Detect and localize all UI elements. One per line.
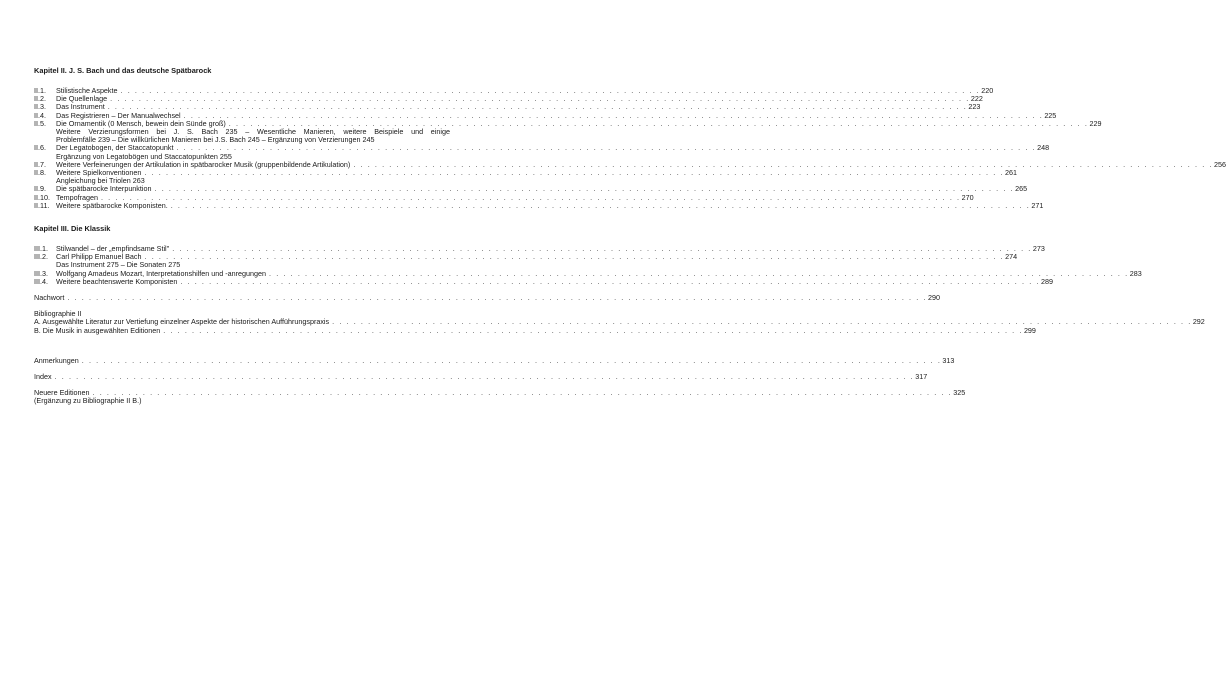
leader-dots: . . . . . . . . . . . . . . . . . . . . . . . . . . . . . . . . . . . . . . . . . . . . . . . . . . . . . . . . . . . . . . . . . . . . . . . . . . . . . . . . . . . . . . . . . . . . . . . . . . . . . . . . . . . . . . . . . . . . . . . . [332, 317, 1192, 327]
entry-title: Die Quellenlage [56, 94, 108, 104]
toc-entry-index[interactable] [34, 372, 928, 382]
leader-dots: . . . . . . . . . . . . . . . . . . . . . . . . . . . . . . . . . . . . . . . . . . . . . . . . . . . . . . . . . . . . . . . . . . . . . . . . . . . . . . . . . . . . . . . . . . . . . . . . . . . . . . . . . . . . . . . . . . . . . . . . [144, 168, 1005, 178]
leader-dots: . . . . . . . . . . . . . . . . . . . . . . . . . . . . . . . . . . . . . . . . . . . . . . . . . . . . . . . . . . . . . . . . . . . . . . . . . . . . . . . . . . . . . . . . . . . . . . . . . . . . . . . . . . . . . . . . . . . . . . . . [120, 86, 981, 95]
entry-page: 317 [915, 372, 928, 382]
leader-dots: . . . . . . . . . . . . . . . . . . . . . . . . . . . . . . . . . . . . . . . . . . . . . . . . . . . . . . . . . . . . . . . . . . . . . . . . . . . . . . . . . . . . . . . . . . . . . . . . . . . . . . . . . . . . . . . . . . . . . . . . [67, 293, 928, 303]
entry-subtopics: Ergänzung von Legatobögen und Staccatopunkten 255 [56, 151, 232, 161]
chapter-2-heading: Kapitel II. J. S. Bach und das deutsche Spätbarock [34, 66, 212, 75]
entry-page: 265 [1015, 184, 1028, 194]
leader-dots: . . . . . . . . . . . . . . . . . . . . . . . . . . . . . . . . . . . . . . . . . . . . . . . . . . . . . . . . . . . . . . . . . . . . . . . . . . . . . . . . . . . . . . . . . . . . . . . . . . . . . . . . . . . . . . . . . . . . . . . . [353, 159, 1213, 169]
entry-page: 220 [981, 86, 994, 95]
table-of-contents [34, 66, 1226, 406]
entry-number: II.9. [34, 184, 46, 194]
entry-title: Weitere spätbarocke Komponisten. [56, 200, 168, 210]
leader-dots: . . . . . . . . . . . . . . . . . . . . . . . . . . . . . . . . . . . . . . . . . . . . . . . . . . . . . . . . . . . . . . . . . . . . . . . . . . . . . . . . . . . . . . . . . . . . . . . . . . . . . . . . . . . . . . . . . . . . . . . . [54, 372, 915, 382]
entry-page: 261 [1005, 168, 1018, 178]
leader-dots: . . . . . . . . . . . . . . . . . . . . . . . . . . . . . . . . . . . . . . . . . . . . . . . . . . . . . . . . . . . . . . . . . . . . . . . . . . . . . . . . . . . . . . . . . . . . . . . . . . . . . . . . . . . . . . . . . . . . . . . . [269, 268, 1129, 278]
leader-dots: . . . . . . . . . . . . . . . . . . . . . . . . . . . . . . . . . . . . . . . . . . . . . . . . . . . . . . . . . . . . . . . . . . . . . . . . . . . . . . . . . . . . . . . . . . . . . . . . . . . . . . . . . . . . . . . . . . . . . . . . [92, 388, 953, 398]
entry-number: II.7. [34, 159, 46, 169]
entry-number: II.4. [34, 110, 46, 120]
entry-title: Tempofragen [56, 192, 98, 202]
leader-dots: . . . . . . . . . . . . . . . . . . . . . . . . . . . . . . . . . . . . . . . . . . . . . . . . . . . . . . . . . . . . . . . . . . . . . . . . . . . . . . . . . . . . . . . . . . . . . . . . . . . . . . . . . . . . . . . . . . . . . . . . [107, 102, 968, 112]
entry-title: A. Ausgewählte Literatur zur Vertiefung einzelner Aspekte der historischen Aufführungspraxis [34, 317, 330, 327]
entry-number: II.8. [34, 168, 46, 178]
chapter-3-heading: Kapitel III. Die Klassik [34, 224, 111, 234]
entry-page: 274 [1005, 252, 1018, 262]
toc-entry-ii-11[interactable] [34, 200, 1044, 210]
entry-page: 270 [961, 192, 974, 202]
entry-page: 290 [928, 293, 941, 303]
entry-page: 299 [1023, 325, 1036, 335]
leader-dots: . . . . . . . . . . . . . . . . . . . . . . . . . . . . . . . . . . . . . . . . . . . . . . . . . . . . . . . . . . . . . . . . . . . . . . . . . . . . . . . . . . . . . . . . . . . . . . . . . . . . . . . . . . . . . . . . . . . . . . . . [144, 252, 1005, 262]
leader-dots: . . . . . . . . . . . . . . . . . . . . . . . . . . . . . . . . . . . . . . . . . . . . . . . . . . . . . . . . . . . . . . . . . . . . . . . . . . . . . . . . . . . . . . . . . . . . . . . . . . . . . . . . . . . . . . . . . . . . . . . . [172, 244, 1032, 254]
entry-page: 222 [970, 94, 983, 104]
entry-number: II.6. [34, 143, 46, 153]
entry-page: 229 [1089, 118, 1102, 128]
entry-page: 225 [1044, 110, 1057, 120]
entry-number: III.2. [34, 252, 48, 262]
entry-title: Weitere Spielkonventionen [56, 168, 142, 178]
leader-dots: . . . . . . . . . . . . . . . . . . . . . . . . . . . . . . . . . . . . . . . . . . . . . . . . . . . . . . . . . . . . . . . . . . . . . . . . . . . . . . . . . . . . . . . . . . . . . . . . . . . . . . . . . . . . . . . . . . . . . . . . [170, 200, 1031, 210]
entry-number: III.4. [34, 276, 48, 286]
entry-page: 273 [1032, 244, 1045, 254]
entry-page: 292 [1192, 317, 1205, 327]
entry-title: Das Instrument [56, 102, 105, 112]
entry-page: 325 [953, 388, 966, 398]
toc-entry-iii-4[interactable] [34, 276, 1053, 286]
entry-number: II.10. [34, 192, 50, 202]
entry-title: Weitere beachtenswerte Komponisten [56, 276, 178, 286]
entry-note: (Ergänzung zu Bibliographie II B.) [34, 396, 142, 406]
entry-subtopics: Weitere Verzierungsformen bei J. S. Bach 235 – Wesentliche Manieren, weitere Beispiele und einige [56, 127, 450, 137]
leader-dots: . . . . . . . . . . . . . . . . . . . . . . . . . . . . . . . . . . . . . . . . . . . . . . . . . . . . . . . . . . . . . . . . . . . . . . . . . . . . . . . . . . . . . . . . . . . . . . . . . . . . . . . . . . . . . . . . . . . . . . . . [110, 94, 970, 104]
entry-title: Anmerkungen [34, 355, 79, 365]
entry-number: II.2. [34, 94, 46, 104]
entry-page: 289 [1041, 276, 1053, 286]
entry-number: II.5. [34, 118, 46, 128]
entry-page: 256 [1214, 159, 1226, 169]
entry-title: Die spätbarocke Interpunktion [56, 184, 152, 194]
entry-title: Wolfgang Amadeus Mozart, Interpretationshilfen und -anregungen [56, 268, 267, 278]
entry-page: 248 [1037, 143, 1050, 153]
entry-subtopics: Das Instrument 275 – Die Sonaten 275 [56, 260, 181, 270]
entry-title: Das Registrieren – Der Manualwechsel [56, 110, 181, 120]
entry-title: Carl Philipp Emanuel Bach [56, 252, 142, 262]
entry-subtopics: Problemfälle 239 – Die willkürlichen Manieren bei J.S. Bach 245 – Ergänzung von Verzierungen 245 [56, 135, 375, 145]
entry-page: 313 [942, 355, 955, 365]
leader-dots: . . . . . . . . . . . . . . . . . . . . . . . . . . . . . . . . . . . . . . . . . . . . . . . . . . . . . . . . . . . . . . . . . . . . . . . . . . . . . . . . . . . . . . . . . . . . . . . . . . . . . . . . . . . . . . . . . . . . . . . . [163, 325, 1023, 335]
entry-page: 271 [1031, 200, 1044, 210]
entry-title: Index [34, 372, 52, 382]
bibliography-title: Bibliographie II [34, 309, 82, 319]
leader-dots: . . . . . . . . . . . . . . . . . . . . . . . . . . . . . . . . . . . . . . . . . . . . . . . . . . . . . . . . . . . . . . . . . . . . . . . . . . . . . . . . . . . . . . . . . . . . . . . . . . . . . . . . . . . . . . . . . . . . . . . . [183, 110, 1044, 120]
entry-title: B. Die Musik in ausgewählten Editionen [34, 325, 161, 335]
entry-title: Stilwandel – der „empfindsame Stil" [56, 244, 170, 254]
entry-title: Der Legatobogen, der Staccatopunkt [56, 143, 174, 153]
entry-title: Die Ornamentik (0 Mensch, bewein dein Sünde groß) [56, 118, 226, 128]
leader-dots: . . . . . . . . . . . . . . . . . . . . . . . . . . . . . . . . . . . . . . . . . . . . . . . . . . . . . . . . . . . . . . . . . . . . . . . . . . . . . . . . . . . . . . . . . . . . . . . . . . . . . . . . . . . . . . . . . . . . . . . . [180, 276, 1040, 286]
leader-dots: . . . . . . . . . . . . . . . . . . . . . . . . . . . . . . . . . . . . . . . . . . . . . . . . . . . . . . . . . . . . . . . . . . . . . . . . . . . . . . . . . . . . . . . . . . . . . . . . . . . . . . . . . . . . . . . . . . . . . . . . [81, 355, 942, 365]
entry-title: Weitere Verfeinerungen der Artikulation in spätbarocker Musik (gruppenbildende Artikulation) [56, 159, 351, 169]
leader-dots: . . . . . . . . . . . . . . . . . . . . . . . . . . . . . . . . . . . . . . . . . . . . . . . . . . . . . . . . . . . . . . . . . . . . . . . . . . . . . . . . . . . . . . . . . . . . . . . . . . . . . . . . . . . . . . . . . . . . . . . . [154, 184, 1015, 194]
entry-page: 223 [968, 102, 981, 112]
toc-entry-bibliography-b[interactable] [34, 325, 1036, 335]
entry-title: Neuere Editionen [34, 388, 90, 398]
entry-title: Stilistische Aspekte [56, 86, 118, 95]
toc-entry-nachwort[interactable] [34, 293, 941, 303]
entry-number: II.3. [34, 102, 46, 112]
toc-entry-anmerkungen[interactable] [34, 355, 955, 365]
entry-number: III.1. [34, 244, 48, 254]
entry-number: II.1. [34, 86, 46, 95]
leader-dots: . . . . . . . . . . . . . . . . . . . . . . . . . . . . . . . . . . . . . . . . . . . . . . . . . . . . . . . . . . . . . . . . . . . . . . . . . . . . . . . . . . . . . . . . . . . . . . . . . . . . . . . . . . . . . . . . . . . . . . . . [228, 118, 1089, 128]
entry-number: III.3. [34, 268, 48, 278]
leader-dots: . . . . . . . . . . . . . . . . . . . . . . . . . . . . . . . . . . . . . . . . . . . . . . . . . . . . . . . . . . . . . . . . . . . . . . . . . . . . . . . . . . . . . . . . . . . . . . . . . . . . . . . . . . . . . . . . . . . . . . . . [100, 192, 961, 202]
leader-dots: . . . . . . . . . . . . . . . . . . . . . . . . . . . . . . . . . . . . . . . . . . . . . . . . . . . . . . . . . . . . . . . . . . . . . . . . . . . . . . . . . . . . . . . . . . . . . . . . . . . . . . . . . . . . . . . . . . . . . . . . [176, 143, 1037, 153]
entry-number: II.11. [34, 200, 50, 210]
entry-page: 283 [1129, 268, 1142, 278]
entry-title: Nachwort [34, 293, 65, 303]
entry-subtopics: Angleichung bei Triolen 263 [56, 176, 145, 186]
